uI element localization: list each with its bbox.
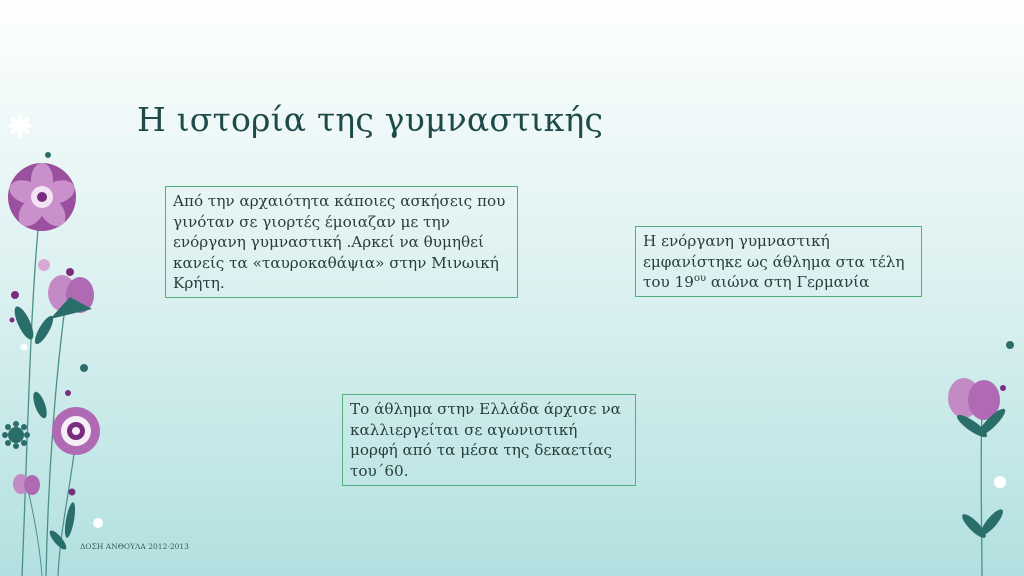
- flower-left-decoration: [0, 100, 140, 576]
- slide-title: Η ιστορία της γυμναστικής: [137, 100, 604, 139]
- text-box-greece-text: Το άθλημα στην Ελλάδα άρχισε να καλλιεργείται σε αγωνιστική μορφή από τα μέσα της δεκαετίας του΄60.: [350, 400, 621, 480]
- text-box-germany-text: [643, 231, 914, 293]
- text-box-greece: [342, 394, 636, 486]
- footer-author: ΔΟΣΗ ΑΝΘΟΥΛΑ 2012-2013: [80, 542, 189, 551]
- century-suffix: ου: [693, 272, 707, 284]
- text-box-ancient: [165, 186, 518, 298]
- text-box-germany-text-tail: αιώνα στη Γερμανία: [706, 273, 870, 291]
- text-box-ancient-text: Από την αρχαιότητα κάποιες ασκήσεις που γινόταν σε γιορτές έμοιαζαν με την ενόργανη γυμναστική .Αρκεί να θυμηθεί κανείς τα «ταυροκαθάψια» στην Μινωική Κρήτη.: [173, 192, 506, 292]
- flower-right-decoration: [930, 330, 1024, 576]
- text-box-germany: [635, 226, 922, 297]
- text-box-germany-text-main: Η ενόργανη γυμναστική εμφανίστηκε ως άθλημα στα τέλη του 19: [643, 232, 905, 291]
